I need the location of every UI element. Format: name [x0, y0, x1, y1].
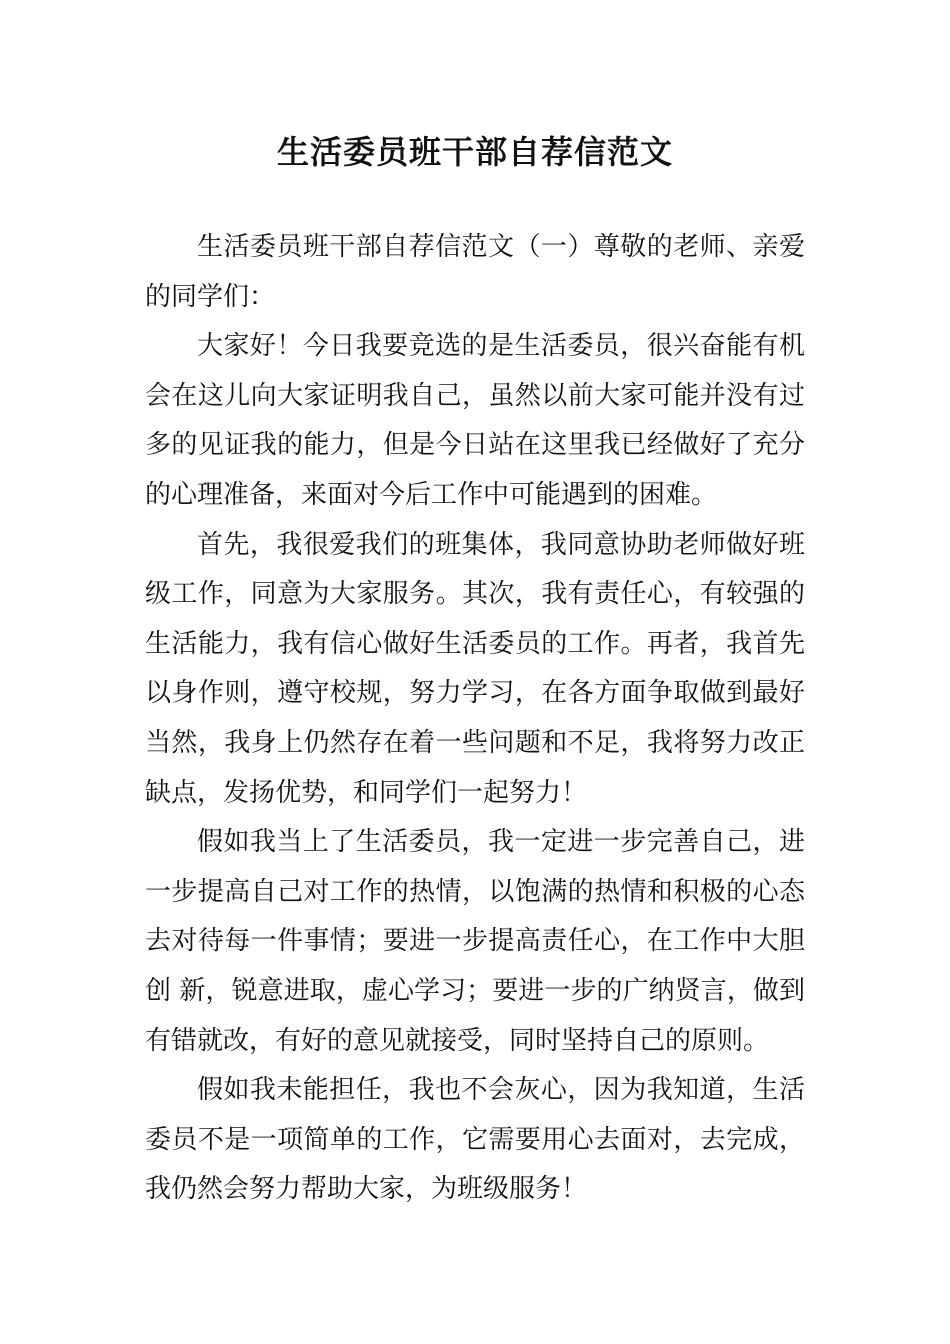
paragraph-4: 假如我当上了生活委员，我一定进一步完善自己，进一步提高自己对工作的热情，以饱满的热情和积极的心态去对待每一件事情；要进一步提高责任心，在工作中大胆创 新，锐意进取，虚心学习；要进一步的广纳贤言，做到有错就改，有好的意见就接受，同时坚持自己的原则。 — [145, 827, 805, 1056]
paragraph-2: 大家好！今日我要竞选的是生活委员，很兴奋能有机会在这儿向大家证明我自己，虽然以前大家可能并没有过多的见证我的能力，但是今日站在这里我已经做好了充分的心理准备，来面对今后工作中可能遇到的困难。 — [145, 331, 805, 510]
document-title: 生活委员班干部自荐信范文 — [276, 133, 673, 171]
paragraph-3: 首先，我很爱我们的班集体，我同意协助老师做好班级工作，同意为大家服务。其次，我有责任心，有较强的生活能力，我有信心做好生活委员的工作。再者，我首先以身作则，遵守校规，努力学习，在各方面争取做到最好当然，我身上仍然存在着一些问题和不足，我将努力改正缺点，发扬优势，和同学们一起努力！ — [145, 529, 805, 808]
paragraph-1: 生活委员班干部自荐信范文（一）尊敬的老师、亲爱的同学们： — [145, 232, 805, 312]
paragraph-5: 假如我未能担任，我也不会灰心，因为我知道，生活委员不是一项简单的工作，它需要用心去面对，去完成，我仍然会努力帮助大家，为班级服务！ — [145, 1075, 805, 1205]
document-body — [145, 223, 805, 1215]
